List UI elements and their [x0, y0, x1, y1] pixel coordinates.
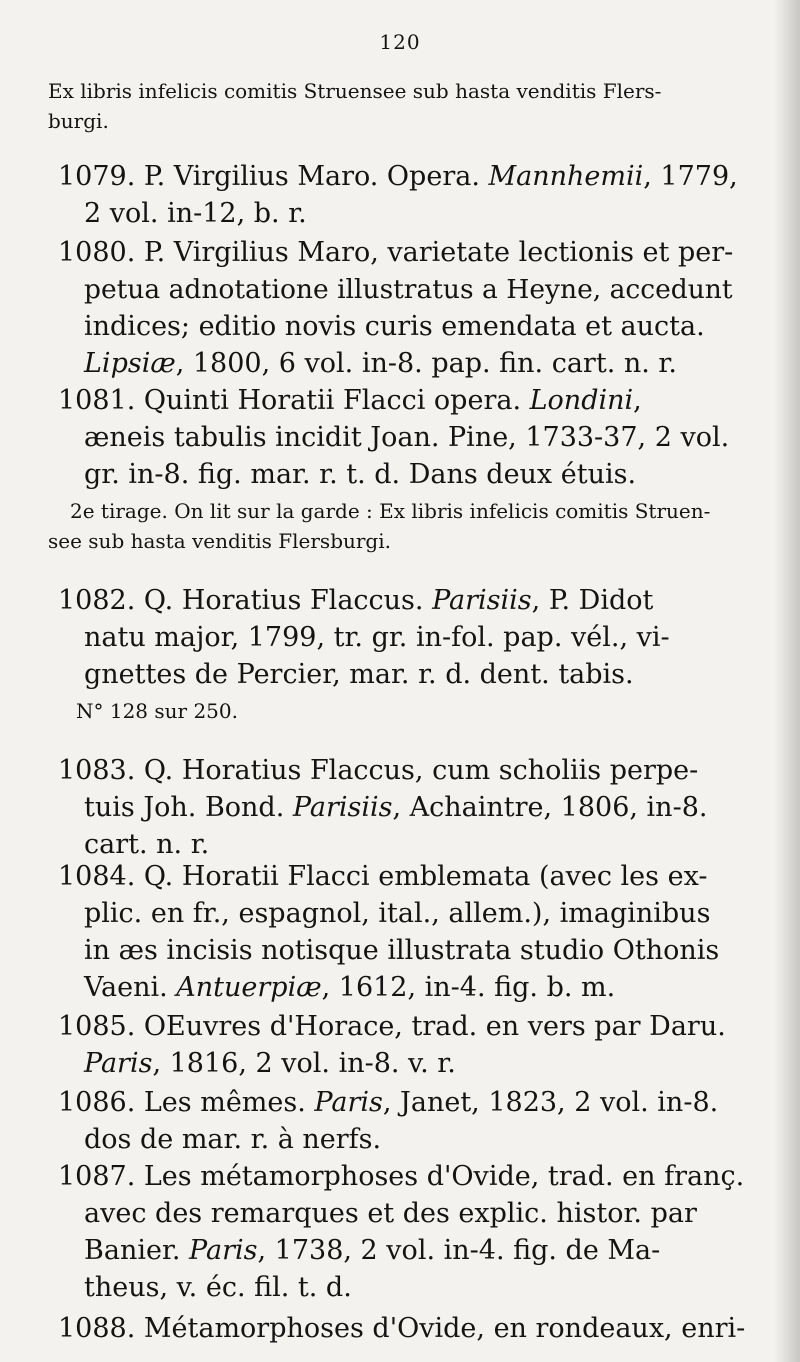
catalog-entry-1082 [58, 582, 768, 693]
entry-note-1081 [48, 496, 711, 556]
entry-line: 1086. Les mêmes. Paris, Janet, 1823, 2 vol. in-8. [58, 1087, 719, 1118]
catalog-entry-1088 [58, 1310, 768, 1347]
place-name: Mannhemii [488, 161, 644, 192]
entry-line: 1083. Q. Horatius Flaccus, cum scholiis perpe- [58, 755, 699, 786]
place-name: Paris [314, 1087, 383, 1118]
entry-line: 1082. Q. Horatius Flaccus. Parisiis, P. Didot [58, 585, 654, 616]
place-name: Parisiis [432, 585, 532, 616]
entry-line: theus, v. éc. fil. t. d. [84, 1272, 352, 1303]
header-note [48, 76, 661, 136]
place-name: Parisiis [292, 792, 393, 823]
place-name: Paris [189, 1235, 258, 1266]
entry-line: Banier. Paris, 1738, 2 vol. in-4. fig. de Ma- [84, 1235, 661, 1266]
header-note-line: burgi. [48, 109, 109, 133]
entry-line: avec des remarques et des explic. histor. par [84, 1198, 697, 1229]
entry-note-1082: N° 128 sur 250. [76, 699, 238, 723]
entry-line: in æs incisis notisque illustrata studio Othonis [84, 935, 720, 966]
catalog-entry-1083 [58, 752, 768, 863]
entry-line: tuis Joh. Bond. Parisiis, Achaintre, 1806, in-8. [84, 792, 708, 823]
catalog-entry-1087 [58, 1158, 768, 1306]
entry-line: plic. en fr., espagnol, ital., allem.), imaginibus [84, 898, 711, 929]
place-name: Lipsiæ [84, 348, 176, 379]
note-line: see sub hasta venditis Flersburgi. [48, 529, 391, 553]
entry-line: gnettes de Percier, mar. r. d. dent. tabis. [84, 659, 634, 690]
place-name: Londini [529, 385, 634, 416]
catalog-entry-1086 [58, 1084, 768, 1158]
page-number: 120 [379, 30, 421, 54]
note-line: 2e tirage. On lit sur la garde : Ex libris infelicis comitis Struen- [70, 499, 711, 523]
catalog-entry-1081 [58, 382, 768, 493]
entry-line: 1088. Métamorphoses d'Ovide, en rondeaux, enri- [58, 1313, 746, 1344]
catalog-entry-1079 [58, 158, 768, 232]
place-name: Antuerpiæ [176, 972, 322, 1003]
header-note-line: Ex libris infelicis comitis Struensee sub hasta venditis Flers- [48, 79, 662, 103]
entry-line: 1084. Q. Horatii Flacci emblemata (avec les ex- [58, 861, 708, 892]
entry-line: 1085. OEuvres d'Horace, trad. en vers par Daru. [58, 1011, 726, 1042]
entry-line: dos de mar. r. à nerfs. [84, 1124, 382, 1155]
entry-line: gr. in-8. fig. mar. r. t. d. Dans deux étuis. [84, 459, 637, 490]
entry-line: natu major, 1799, tr. gr. in-fol. pap. vél., vi- [84, 622, 670, 653]
place-name: Paris [84, 1048, 153, 1079]
entry-line: 1081. Quinti Horatii Flacci opera. Londini, [58, 385, 642, 416]
entry-line: Paris, 1816, 2 vol. in-8. v. r. [84, 1048, 456, 1079]
entry-line: petua adnotatione illustratus a Heyne, accedunt [84, 274, 733, 305]
entry-line: indices; editio novis curis emendata et aucta. [84, 311, 705, 342]
entry-line: 2 vol. in-12, b. r. [84, 198, 307, 229]
entry-line: 1079. P. Virgilius Maro. Opera. Mannhemii, 1779, [58, 161, 738, 192]
entry-line: 1080. P. Virgilius Maro, varietate lectionis et per- [58, 237, 734, 268]
page-edge-shadow [774, 0, 800, 1362]
catalog-entry-1084 [58, 858, 768, 1006]
entry-line: Vaeni. Antuerpiæ, 1612, in-4. fig. b. m. [84, 972, 616, 1003]
entry-line: Lipsiæ, 1800, 6 vol. in-8. pap. fin. cart. n. r. [84, 348, 677, 379]
entry-line: cart. n. r. [84, 829, 210, 860]
entry-line: æneis tabulis incidit Joan. Pine, 1733-37, 2 vol. [84, 422, 730, 453]
catalog-entry-1080 [58, 234, 768, 382]
entry-line: 1087. Les métamorphoses d'Ovide, trad. en franç. [58, 1161, 745, 1192]
catalog-entry-1085 [58, 1008, 768, 1082]
